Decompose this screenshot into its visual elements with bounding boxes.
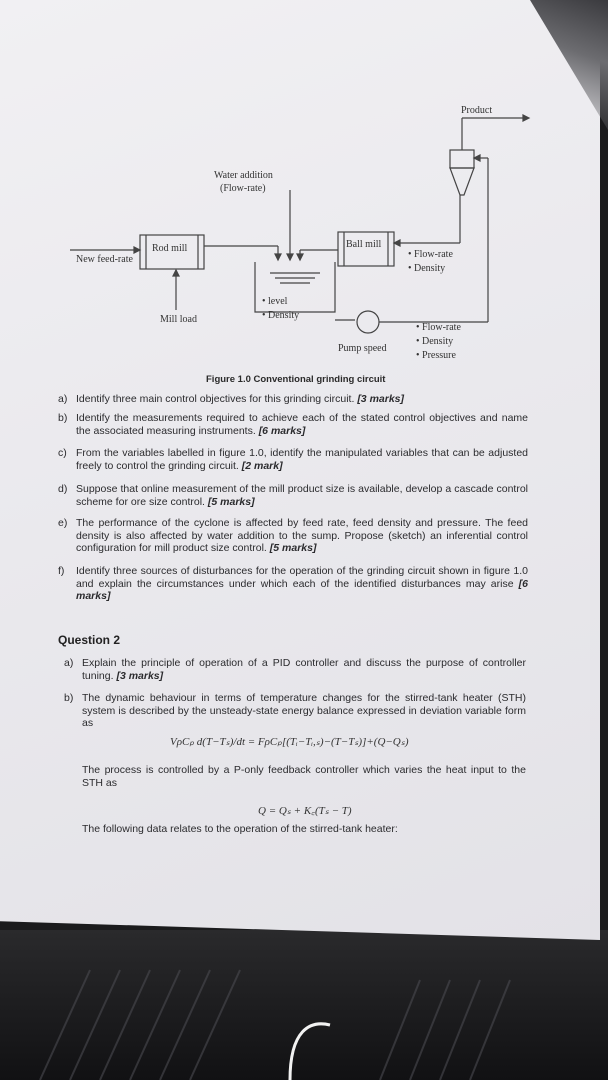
question-1a: a) Identify three main control objectives for this grinding circuit. [3 marks]: [58, 393, 405, 405]
pump-bullet-flowrate: • Flow-rate: [416, 322, 461, 333]
mill-load-label: Mill load: [160, 314, 197, 325]
cable-pattern: [0, 930, 608, 1080]
process-control-text: The process is controlled by a P-only feedback controller which varies the heat input to the STH as: [82, 764, 526, 789]
pump-bullet-density: • Density: [416, 336, 454, 347]
rod-mill-label: Rod mill: [152, 243, 188, 254]
cyclone-top: [450, 150, 474, 168]
new-feed-rate-label: New feed-rate: [76, 254, 133, 265]
pump-speed-label: Pump speed: [338, 343, 387, 354]
question-1d: d) Suppose that online measurement of the mill product size is available, develop a cascade control scheme for ore size control. [5 marks]: [58, 483, 528, 508]
ball-mill-label: Ball mill: [346, 239, 382, 250]
sump-bullet-density: • Density: [262, 310, 300, 321]
sump-bullet-level: • level: [262, 296, 288, 307]
feed-arrow: [134, 247, 140, 253]
question-2a: a) Explain the principle of operation of a PID controller and discuss the purpose of controller tuning. [3 marks]: [64, 657, 526, 682]
controller-equation: Q = Qₛ + K꜀(Tₛ − T): [258, 805, 352, 817]
question-2b: b) The dynamic behaviour in terms of temperature changes for the stirred-tank heater (STH) system is described by the unsteady-state energy balance expressed in deviation variable form as: [64, 692, 526, 729]
ballmill-bullet-flowrate: • Flow-rate: [408, 249, 453, 260]
question-2-heading: Question 2: [58, 633, 121, 647]
water-addition-label: Water addition: [214, 170, 273, 181]
question-1f: f) Identify three sources of disturbances for the operation of the grinding circuit shown in figure 1.0 and explain the circumstances under which each of the identified disturbances may arise [6 marks]: [58, 565, 528, 602]
grinding-circuit-diagram: [0, 0, 608, 380]
cyclone-cone: [450, 168, 474, 195]
pump-circle: [357, 311, 379, 333]
pump-bullet-pressure: • Pressure: [416, 350, 456, 361]
water-flowrate-label: (Flow-rate): [220, 183, 266, 194]
question-1e: e) The performance of the cyclone is affected by feed rate, feed density and pressure. The feed density is also affected by water addition to the sump. Propose (sketch) an inferential control configuration for mill product size control. [5 marks]: [58, 517, 528, 554]
question-1b: b) Identify the measurements required to achieve each of the stated control objectives and name the associated measuring instruments. [6 marks]: [58, 412, 528, 437]
product-label: Product: [461, 105, 493, 116]
energy-balance-equation: VρCₚ d(T−Tₛ)/dt = FρCₚ[(Tᵢ−Tᵢ,ₛ)−(T−Tₛ)]+(Q−Qₛ): [170, 736, 409, 748]
data-intro-text: The following data relates to the operation of the stirred-tank heater:: [82, 823, 398, 835]
figure-caption: Figure 1.0 Conventional grinding circuit: [206, 374, 386, 385]
ballmill-bullet-density: • Density: [408, 263, 446, 274]
question-1c: c) From the variables labelled in figure 1.0, identify the manipulated variables that can be adjusted freely to control the grinding circuit. [2 mark]: [58, 447, 528, 472]
